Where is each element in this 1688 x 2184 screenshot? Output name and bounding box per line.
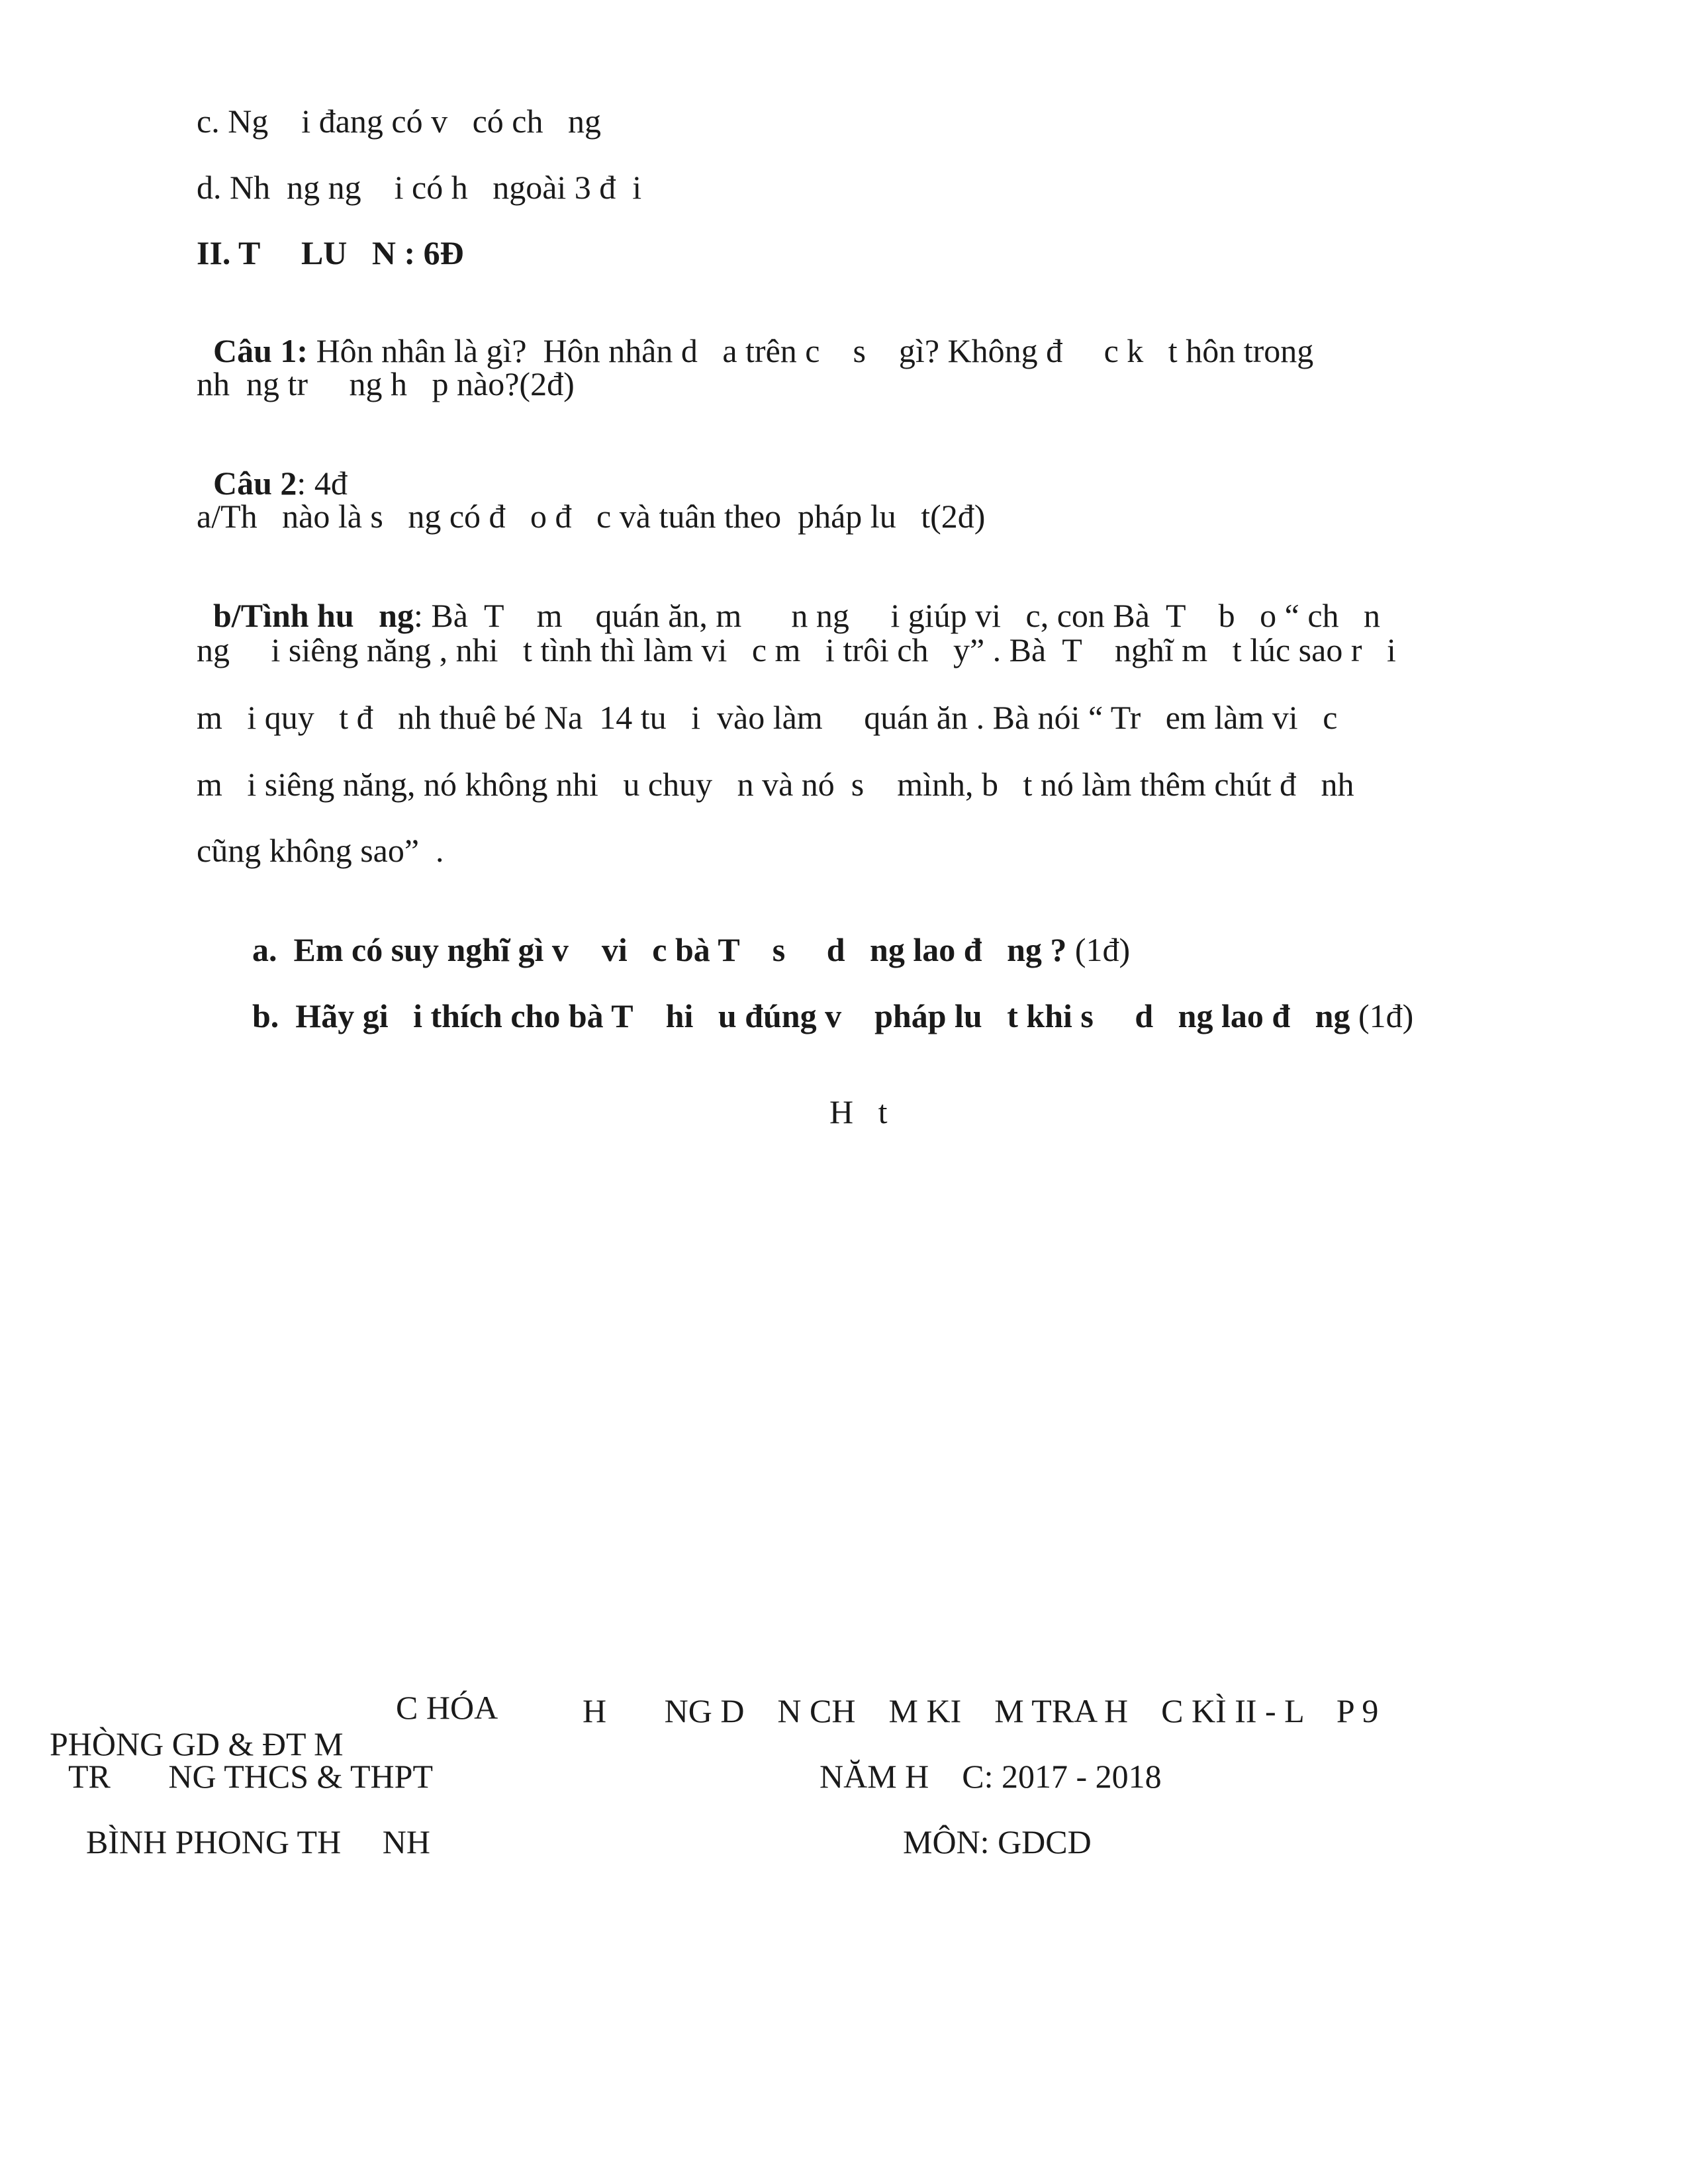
sub-question-a-text: a. Em có suy nghĩ gì v vi c bà T s d ng lao đ ng ?: [252, 931, 1067, 968]
essay-heading: II. T LU N : 6Đ: [197, 234, 464, 271]
option-c: c. Ng i đang có v có ch ng: [197, 103, 601, 140]
question-2-header: [197, 433, 348, 500]
scenario-line-1: [197, 566, 1380, 632]
question-1-line-2: nh ng tr ng h p nào?(2đ): [197, 365, 575, 402]
scenario-line-3: m i quy t đ nh thuê bé Na 14 tu i vào làm quán ăn . Bà nói “ Tr em làm vi c: [197, 699, 1338, 736]
school-year: NĂM H C: 2017 - 2018: [820, 1758, 1162, 1795]
footer-left-line-1b: C HÓA: [396, 1689, 498, 1726]
sub-question-b-points: (1đ): [1350, 997, 1414, 1034]
question-1-line-1: [197, 301, 1313, 367]
sub-question-a: [236, 900, 1130, 966]
question-2-label: Câu 2: [213, 465, 297, 502]
end-mark: H t: [829, 1093, 888, 1130]
question-2-points: : 4đ: [297, 465, 348, 502]
school-location: BÌNH PHONG TH NH: [86, 1823, 430, 1860]
department-name: PHÒNG GD & ĐT M: [50, 1725, 344, 1762]
question-2-part-a: a/Th nào là s ng có đ o đ c và tuân theo pháp lu t(2đ): [197, 498, 986, 535]
scenario-line-4: m i siêng năng, nó không nhi u chuy n và nó s mình, b t nó làm thêm chút đ nh: [197, 766, 1354, 803]
question-1-text: Hôn nhân là gì? Hôn nhân d a trên c s gì? Không đ c k t hôn trong: [308, 332, 1314, 369]
footer-left-line-1: [33, 1694, 344, 1760]
sub-question-b: [236, 966, 1413, 1032]
scenario-label: b/Tình hu ng: [213, 597, 414, 634]
subject: MÔN: GDCD: [903, 1823, 1092, 1860]
sub-question-a-points: (1đ): [1066, 931, 1131, 968]
scenario-text-1: : Bà T m quán ăn, m n ng i giúp vi c, con Bà T b o “ ch n: [413, 597, 1381, 634]
school-name: TR NG THCS & THPT: [68, 1758, 434, 1795]
option-d: d. Nh ng ng i có h ngoài 3 đ i: [197, 169, 642, 206]
question-1-label: Câu 1:: [213, 332, 308, 369]
scenario-line-2: ng i siêng năng , nhi t tình thì làm vi c m i trôi ch y” . Bà T nghĩ m t lúc sao r i: [197, 631, 1396, 668]
scenario-line-5: cũng không sao” .: [197, 832, 444, 869]
footer-right-line-1: H NG D N CH M KI M TRA H C KÌ II - L P 9: [583, 1692, 1379, 1729]
sub-question-b-text: b. Hãy gi i thích cho bà T hi u đúng v pháp lu t khi s d ng lao đ ng: [252, 997, 1350, 1034]
